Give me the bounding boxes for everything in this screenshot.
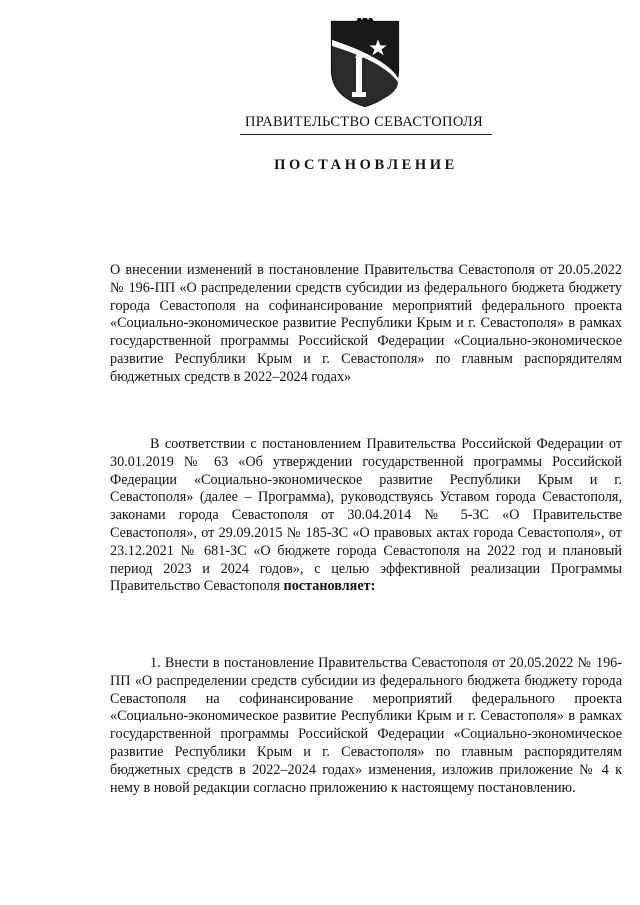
subject-text: О внесении изменений в постановление Правительства Севастополя от 20.05.2022 № 196-ПП «О распределении средств субсидии из федерального бюджета бюджету города Севастополя на софинансирование мероприятий федерального проекта «Социально-экономическое развитие Республики Крым и г. Севастополя» в рамках государственной программы Российской Федерации «Социально-экономическое развитие Республики Крым и г. Севастополя» по главным распорядителям бюджетных средств в 2022–2024 годах» [110,262,622,385]
sevastopol-coat-of-arms-emblem [326,18,404,108]
organization-name: ПРАВИТЕЛЬСТВО СЕВАСТОПОЛЯ [245,114,483,130]
document-type-title: ПОСТАНОВЛЕНИЕ [274,157,458,173]
preamble-text [110,436,622,596]
resolves-word: постановляет: [283,578,376,595]
preamble-paragraph [110,436,622,596]
document-subject [110,262,622,387]
item-1-text: 1. Внести в постановление Правительства Севастополя от 20.05.2022 № 196-ПП «О распределении средств субсидии из федерального бюджета бюджету города Севастополя на софинансирование мероприятий федерального проекта «Социально-экономическое развитие Республики Крым и г. Севастополя» в рамках государственной программы Российской Федерации «Социально-экономическое развитие Республики Крым и г. Севастополя» по главным распорядителям бюджетных средств в 2022–2024 годах» изменения, изложив приложение № 4 к нему в новой редакции согласно приложению к настоящему постановлению. [110,655,622,796]
preamble-body: В соответствии с постановлением Правительства Российской Федерации от 30.01.2019 № 63 «Об утверждении государственной программы Российской Федерации «Социально-экономическое развитие Республики Крым и г. Севастополя» (далее – Программа), руководствуясь Уставом города Севастополя, законами города Севастополя от 30.04.2014 № 5-ЗС «О Правительстве Севастополя», от 29.09.2015 № 185-ЗС «О правовых актах города Севастополя», от 23.12.2021 № 681-ЗС «О бюджете города Севастополя на 2022 год и плановый период 2023 и 2024 годов», с целью эффективной реализации Программы Правительство Севастополя [110,436,622,595]
header-underline [240,134,492,135]
item-1 [110,655,622,797]
